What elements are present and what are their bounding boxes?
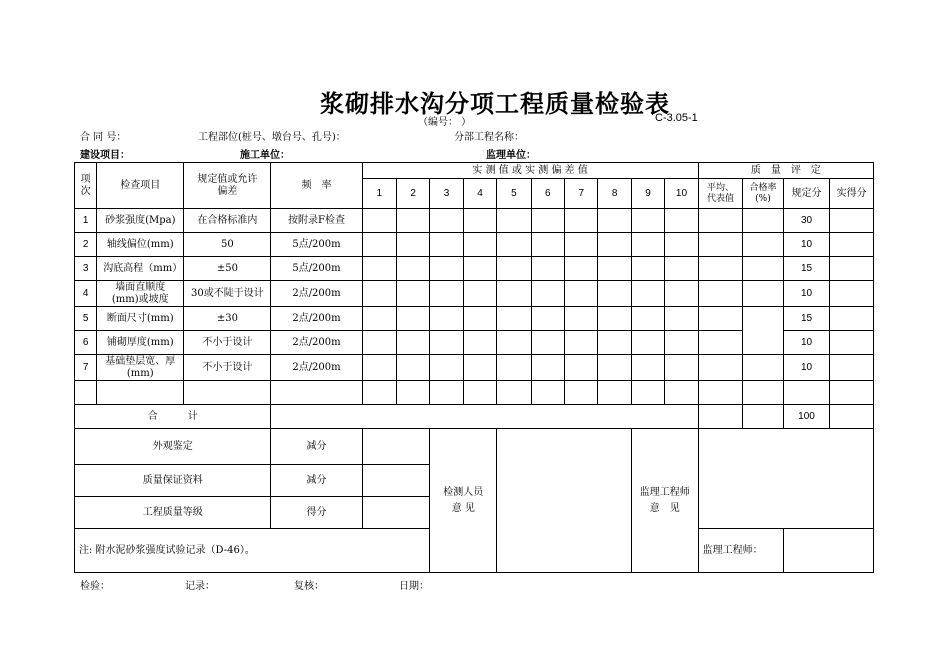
measure-col-header: 8 — [598, 179, 631, 209]
measure-cell — [531, 209, 564, 233]
row-score-spec: 15 — [783, 257, 830, 281]
measure-cell — [665, 355, 698, 381]
measure-col-header: 2 — [396, 179, 429, 209]
measure-cell — [463, 355, 496, 381]
measure-cell — [430, 281, 463, 307]
row-frequency: 5点/200m — [271, 257, 362, 281]
measure-cell — [362, 233, 396, 257]
header-evaluation: 质 量 评 定 — [698, 163, 873, 179]
pass-rate-cell — [743, 233, 784, 257]
rows-body — [75, 209, 874, 381]
row-check-item: 墙面直顺度(mm)或坡度 — [97, 281, 184, 307]
measure-cell — [362, 257, 396, 281]
row-spec: 50 — [184, 233, 271, 257]
measure-cell — [565, 355, 598, 381]
measure-col-header: 6 — [531, 179, 564, 209]
measure-cell — [631, 355, 664, 381]
measure-cell — [631, 331, 664, 355]
row-spec: 不小于设计 — [184, 331, 271, 355]
appearance-label: 外观鉴定 — [75, 429, 271, 465]
header-score-spec: 规定分 — [783, 179, 830, 209]
row-frequency: 2点/200m — [271, 331, 362, 355]
measure-cell — [463, 307, 496, 331]
measure-cell — [463, 233, 496, 257]
total-score: 100 — [783, 405, 830, 429]
project-label: 建设项目： — [80, 150, 130, 161]
header-score-actual: 实得分 — [830, 179, 874, 209]
row-score-spec: 15 — [783, 307, 830, 331]
measure-cell — [463, 209, 496, 233]
table-row — [75, 281, 874, 307]
grade-score-label: 得分 — [271, 497, 362, 529]
row-score-actual — [830, 355, 874, 381]
table-row — [75, 307, 874, 331]
header-measured: 实 测 值 或 实 测 偏 差 值 — [362, 163, 698, 179]
measure-col-header: 4 — [463, 179, 496, 209]
contract-no-label: 合 同 号： — [80, 132, 127, 143]
measure-cell — [430, 233, 463, 257]
row-spec: 30或不陡于设计 — [184, 281, 271, 307]
form-code: C-3.05-1 — [655, 112, 698, 124]
measure-cell — [497, 257, 531, 281]
row-score-actual — [830, 331, 874, 355]
row-score-spec: 30 — [783, 209, 830, 233]
row-no: 2 — [75, 233, 97, 257]
footer-check-label: 检验： — [80, 581, 110, 592]
form-title: 浆砌排水沟分项工程质量检验表 — [320, 90, 670, 118]
row-no: 3 — [75, 257, 97, 281]
measure-cell — [497, 331, 531, 355]
measure-cell — [531, 257, 564, 281]
measure-cell — [362, 355, 396, 381]
appearance-row — [75, 429, 874, 465]
table-row — [75, 209, 874, 233]
row-score-spec: 10 — [783, 233, 830, 257]
measure-cell — [497, 233, 531, 257]
measure-cell — [665, 307, 698, 331]
grade-label: 工程质量等级 — [75, 497, 271, 529]
measure-cell — [430, 209, 463, 233]
measure-cell — [497, 307, 531, 331]
quality-docs-label: 质量保证资料 — [75, 465, 271, 497]
measure-cell — [631, 233, 664, 257]
pass-rate-cell — [743, 257, 784, 281]
header-check-item: 检查项目 — [97, 163, 184, 209]
pass-rate-cell — [743, 355, 784, 381]
measure-cell — [396, 281, 429, 307]
measure-cell — [497, 209, 531, 233]
table-row — [75, 355, 874, 381]
total-row — [75, 405, 874, 429]
measure-cell — [362, 209, 396, 233]
measure-cell — [396, 257, 429, 281]
row-check-item: 铺砌厚度(mm) — [97, 331, 184, 355]
measure-cell — [665, 257, 698, 281]
row-score-spec: 10 — [783, 355, 830, 381]
measure-cell — [362, 307, 396, 331]
header-pass-rate: 合格率(%) — [743, 179, 784, 209]
engineer-sign-label: 监理工程师： — [698, 529, 783, 573]
avg-cell — [698, 209, 743, 233]
inspection-table — [74, 162, 874, 573]
avg-cell — [698, 355, 743, 381]
header-item-no: 项次 — [75, 163, 97, 209]
row-spec: 不小于设计 — [184, 355, 271, 381]
measure-cell — [598, 331, 631, 355]
measure-cell — [631, 209, 664, 233]
measure-cell — [463, 257, 496, 281]
row-frequency: 2点/200m — [271, 355, 362, 381]
row-no: 4 — [75, 281, 97, 307]
measure-cell — [430, 331, 463, 355]
measure-cell — [665, 281, 698, 307]
measure-cell — [565, 257, 598, 281]
row-score-spec: 10 — [783, 331, 830, 355]
row-spec: 在合格标准内 — [184, 209, 271, 233]
measure-cell — [665, 331, 698, 355]
row-no: 6 — [75, 331, 97, 355]
location-label: 工程部位(桩号、墩台号、孔号)： — [198, 132, 346, 143]
measure-cell — [531, 355, 564, 381]
engineer-sign-area — [783, 529, 873, 573]
measure-cell — [497, 355, 531, 381]
measure-col-header: 1 — [362, 179, 396, 209]
table-row — [75, 233, 874, 257]
inspector-opinion-area — [497, 429, 632, 573]
measure-cell — [631, 281, 664, 307]
measure-cell — [531, 281, 564, 307]
row-frequency: 按附录F检查 — [271, 209, 362, 233]
measure-cell — [565, 233, 598, 257]
empty-row — [75, 381, 874, 405]
measure-cell — [531, 331, 564, 355]
row-frequency: 2点/200m — [271, 307, 362, 331]
row-frequency: 2点/200m — [271, 281, 362, 307]
measure-col-header: 5 — [497, 179, 531, 209]
measure-col-header: 3 — [430, 179, 463, 209]
inspector-opinion-label: 检测人员意 见 — [430, 429, 497, 573]
measure-cell — [598, 209, 631, 233]
measure-cell — [598, 281, 631, 307]
measure-cell — [598, 233, 631, 257]
row-check-item: 轴线偏位(mm) — [97, 233, 184, 257]
measure-cell — [565, 307, 598, 331]
footer-date-label: 日期： — [399, 581, 429, 592]
measure-cell — [430, 355, 463, 381]
pass-rate-cell — [743, 209, 784, 233]
footer-record-label: 记录： — [185, 581, 215, 592]
measure-cell — [598, 307, 631, 331]
subproject-label: 分部工程名称： — [454, 132, 524, 143]
appearance-deduct-label: 减分 — [271, 429, 362, 465]
measure-cell — [362, 281, 396, 307]
row-no: 5 — [75, 307, 97, 331]
measure-cell — [396, 331, 429, 355]
pass-rate-cell — [743, 307, 784, 355]
header-spec: 规定值或允许偏差 — [184, 163, 271, 209]
measure-cell — [396, 355, 429, 381]
measure-cell — [531, 307, 564, 331]
measure-col-header: 7 — [565, 179, 598, 209]
measure-cell — [531, 233, 564, 257]
measure-cell — [396, 307, 429, 331]
avg-cell — [698, 307, 743, 331]
measure-cell — [430, 257, 463, 281]
supervisor-label: 监理单位： — [486, 150, 536, 161]
row-score-actual — [830, 281, 874, 307]
form-number-label: （编号： ） — [418, 117, 472, 128]
row-check-item: 沟底高程（mm） — [97, 257, 184, 281]
measure-cell — [665, 209, 698, 233]
total-label: 合 计 — [75, 405, 271, 429]
header-frequency: 频 率 — [271, 163, 362, 209]
measure-cell — [598, 355, 631, 381]
row-score-actual — [830, 209, 874, 233]
row-check-item: 基础垫层宽、厚(mm) — [97, 355, 184, 381]
measure-cell — [497, 281, 531, 307]
avg-cell — [698, 331, 743, 355]
measure-cell — [631, 307, 664, 331]
engineer-opinion-area — [698, 429, 873, 529]
footer-review-label: 复核： — [294, 581, 324, 592]
measure-cell — [463, 281, 496, 307]
pass-rate-cell — [743, 281, 784, 307]
measure-cell — [565, 331, 598, 355]
measure-col-header: 10 — [665, 179, 698, 209]
engineer-opinion-label: 监理工程师意 见 — [631, 429, 698, 573]
measure-cell — [362, 331, 396, 355]
table-row — [75, 257, 874, 281]
row-score-actual — [830, 233, 874, 257]
avg-cell — [698, 233, 743, 257]
row-check-item: 砂浆强度(Mpa) — [97, 209, 184, 233]
avg-cell — [698, 257, 743, 281]
measure-cell — [565, 281, 598, 307]
row-frequency: 5点/200m — [271, 233, 362, 257]
quality-docs-deduct-label: 减分 — [271, 465, 362, 497]
row-no: 7 — [75, 355, 97, 381]
row-spec: ±30 — [184, 307, 271, 331]
row-no: 1 — [75, 209, 97, 233]
row-score-actual — [830, 307, 874, 331]
contractor-label: 施工单位： — [240, 150, 290, 161]
measure-cell — [598, 257, 631, 281]
measure-cell — [396, 209, 429, 233]
measure-cell — [565, 209, 598, 233]
measure-cell — [463, 331, 496, 355]
measure-cell — [396, 233, 429, 257]
measure-col-header: 9 — [631, 179, 664, 209]
row-score-actual — [830, 257, 874, 281]
row-score-spec: 10 — [783, 281, 830, 307]
avg-cell — [698, 281, 743, 307]
measure-cell — [665, 233, 698, 257]
row-check-item: 断面尺寸(mm) — [97, 307, 184, 331]
row-spec: ±50 — [184, 257, 271, 281]
measure-cell — [631, 257, 664, 281]
note-text: 注: 附水泥砂浆强度试验记录（D-46）。 — [75, 529, 430, 573]
measure-cell — [430, 307, 463, 331]
header-avg: 平均、代表值 — [698, 179, 743, 209]
